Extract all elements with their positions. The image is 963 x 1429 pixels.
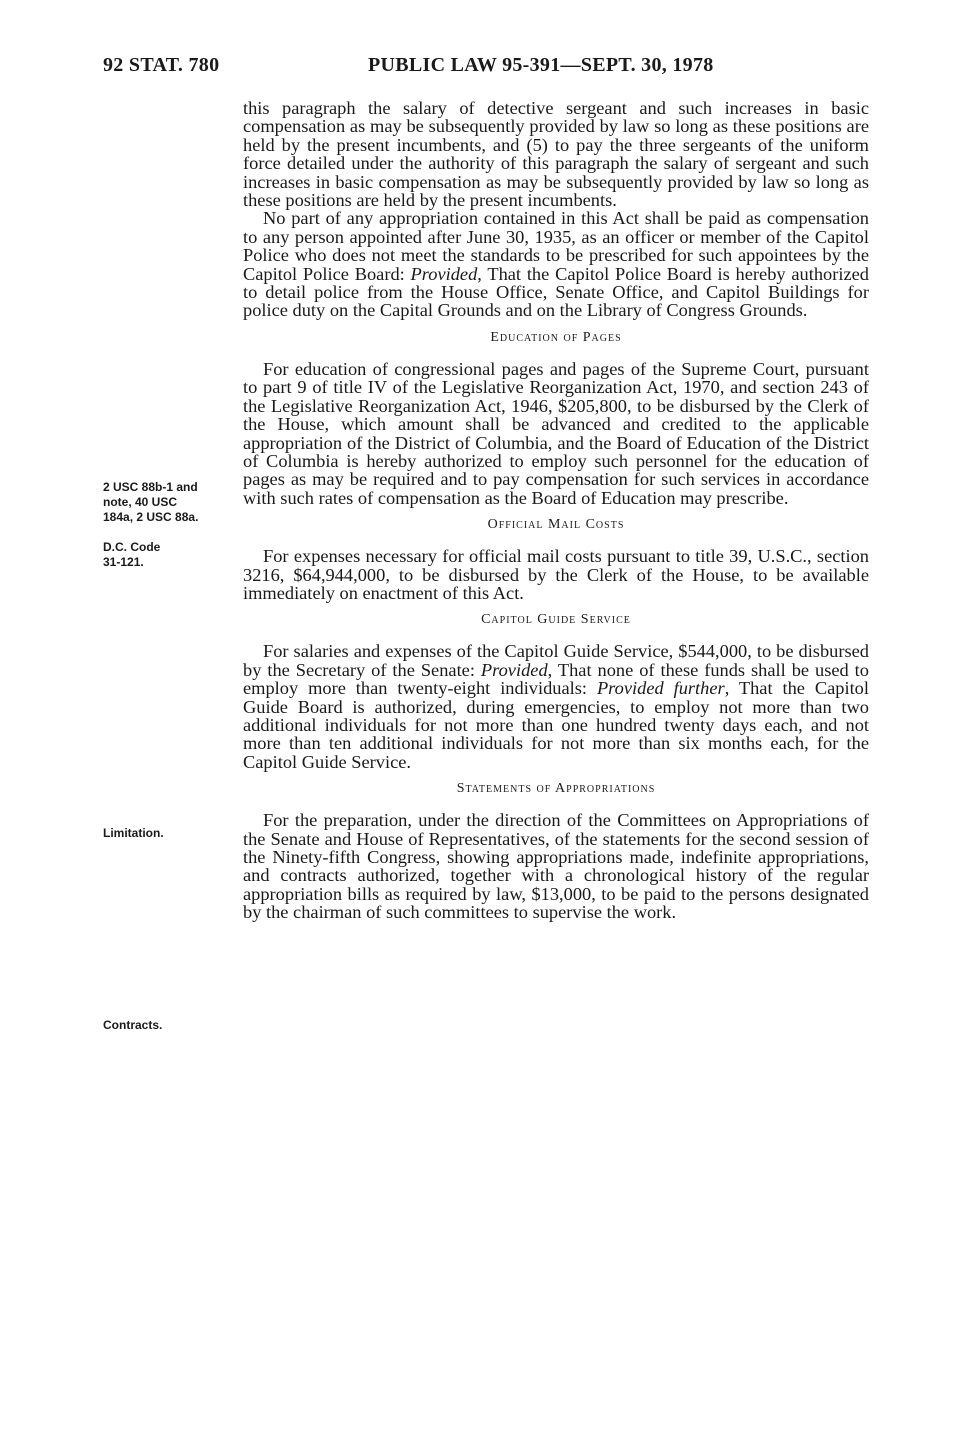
text-run: No part of any appropriation contained in this Act shall be paid as compensation to any person appointed after June 30, 1935, as an officer or member of the Capitol Police who does not meet the standards to be prescribed for such appointees by the Capitol Police Board: bbox=[243, 208, 869, 284]
document-body bbox=[243, 99, 869, 922]
text-run: , That the Capitol Police Board is hereby authorized to detail police from the House Office, Senate Office, and Capitol Buildings for police duty on the Capital Grounds and on the Library of Congress Grounds. bbox=[243, 263, 869, 321]
paragraph-capitol-police-salaries: this paragraph the salary of detective sergeant and such increases in basic compensation as may be subsequently provided by law so long as these positions are held by the present incumbents, and (5) to pay the three sergeants of the uniform force detailed under the authority of this paragraph the salary of sergeant and such increases in basic compensation as may be subsequently provided by law so long as these positions are held by the present incumbents. bbox=[243, 98, 869, 211]
text-run: , That the Capitol Guide Board is authorized, during emergencies, to employ not more than two additional individuals for not more than one hundred twenty days each, and not more than ten additional individuals for not more than six months each, for the Capitol Guide Service. bbox=[243, 678, 869, 772]
heading-education-of-pages bbox=[243, 330, 869, 346]
margin-note-dc-code bbox=[103, 540, 233, 570]
paragraph-capitol-police-standards bbox=[243, 209, 869, 319]
law-title: PUBLIC LAW 95-391—SEPT. 30, 1978 bbox=[368, 54, 714, 76]
paragraph-official-mail-costs: For expenses necessary for official mail costs pursuant to title 39, U.S.C., section 3216, $64,944,000, to be disbursed by the Clerk of the House, to be available immediately on enactment of this Act. bbox=[243, 546, 869, 603]
margin-note-line: note, 40 USC bbox=[103, 495, 178, 509]
margin-note-line: 31-121. bbox=[103, 555, 144, 569]
margin-note-usc-citations bbox=[103, 480, 233, 525]
heading-statements-of-appropriations bbox=[243, 781, 869, 797]
heading-text: Education of Pages bbox=[490, 329, 622, 345]
margin-note-line: 184a, 2 USC 88a. bbox=[103, 510, 199, 524]
stat-reference: 92 STAT. 780 bbox=[103, 54, 220, 76]
provided-further-emphasis: Provided further bbox=[596, 678, 725, 699]
paragraph-statements-of-appropriations: For the preparation, under the direction of the Committees on Appropriations of the Senate and House of Representatives, of the statements for the second session of the Ninety-fifth Congress, showing appropriations made, indefinite appropriations, and contracts authorized, together with a chronological history of the regular appropriation bills as required by law, $13,000, to be paid to the persons designated by the chairman of such committees to supervise the work. bbox=[243, 810, 869, 923]
heading-text: Capitol Guide Service bbox=[481, 612, 631, 628]
margin-note-line: D.C. Code bbox=[103, 540, 161, 554]
heading-official-mail-costs bbox=[243, 517, 869, 533]
provided-emphasis: Provided bbox=[480, 659, 548, 680]
heading-capitol-guide-service bbox=[243, 612, 869, 628]
margin-note-line: 2 USC 88b-1 and bbox=[103, 480, 198, 494]
margin-note-contracts: Contracts. bbox=[103, 1018, 163, 1032]
heading-text: Official Mail Costs bbox=[487, 517, 625, 533]
text-run: For salaries and expenses of the Capitol Guide Service, $544,000, to be disbursed by the Secretary of the Senate: bbox=[243, 641, 869, 680]
text-run: , That none of these funds shall be used to employ more than twenty-eight individuals: bbox=[243, 659, 869, 699]
margin-note-limitation: Limitation. bbox=[103, 826, 164, 840]
provided-emphasis: Provided bbox=[410, 263, 478, 284]
page-header bbox=[0, 54, 963, 84]
heading-text: Statements of Appropriations bbox=[456, 781, 656, 797]
paragraph-capitol-guide-service bbox=[243, 642, 869, 771]
paragraph-education-of-pages: For education of congressional pages and pages of the Supreme Court, pursuant to part 9 of title IV of the Legislative Reorganization Act, 1970, and section 243 of the Legislative Reorganization Act, 1946, $205,800, to be disbursed by the Clerk of the House, which amount shall be advanced and credited to the applicable appropriation of the District of Columbia, and the Board of Education of the District of Columbia is hereby authorized to employ such personnel for the education of pages as may be required and to pay compensation for such services in accordance with such rates of compensation as the Board of Education may prescribe. bbox=[243, 358, 869, 508]
